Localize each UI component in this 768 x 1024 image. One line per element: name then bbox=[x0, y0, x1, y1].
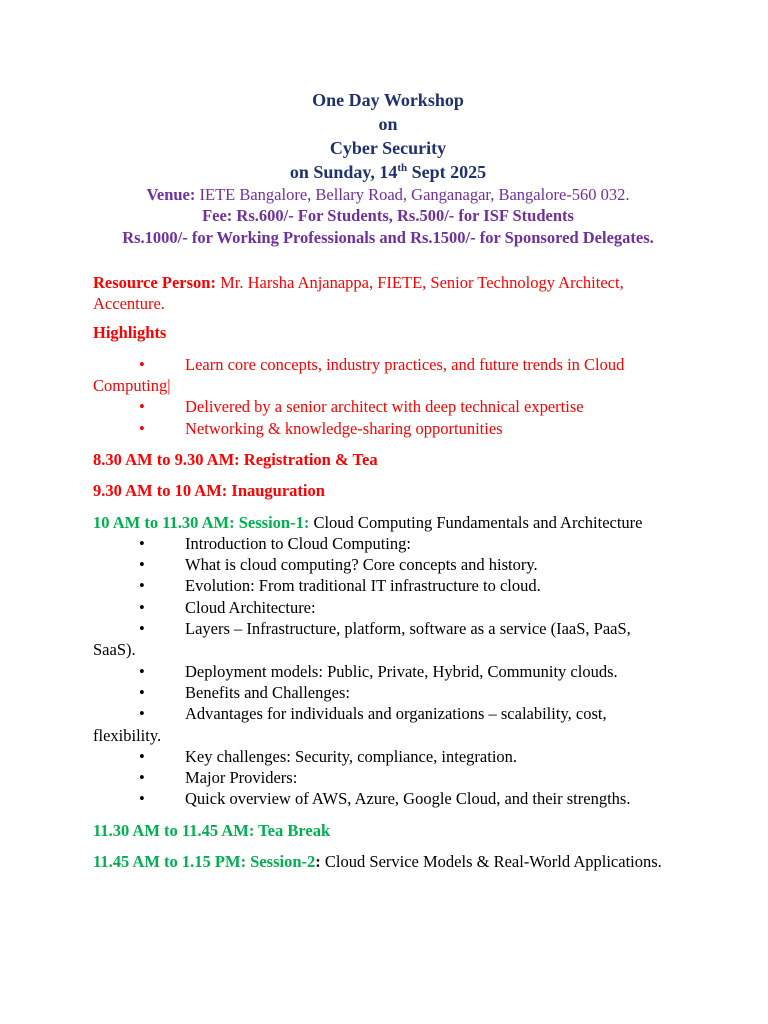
resource-person bbox=[93, 272, 683, 315]
session-1-item: Deployment models: Public, Private, Hybrid, Community clouds. bbox=[185, 661, 618, 681]
bullet-icon: • bbox=[139, 533, 145, 553]
session-1-item: Evolution: From traditional IT infrastructure to cloud. bbox=[185, 576, 541, 596]
list-item bbox=[93, 533, 683, 554]
highlight-item-1-cont: Computing| bbox=[93, 376, 171, 396]
list-item bbox=[93, 682, 683, 703]
session-1-item: Quick overview of AWS, Azure, Google Cloud, and their strengths. bbox=[185, 789, 631, 809]
session-1-item: Major Providers: bbox=[185, 768, 298, 788]
title-line-2: on bbox=[378, 114, 398, 134]
bullet-icon: • bbox=[139, 576, 145, 596]
session-1-item: Key challenges: Security, compliance, integration. bbox=[185, 746, 518, 766]
list-item bbox=[93, 746, 683, 767]
list-item bbox=[93, 597, 683, 618]
bullet-icon: • bbox=[139, 661, 145, 681]
list-item bbox=[93, 661, 683, 682]
session-1-item-cont: flexibility. bbox=[93, 725, 162, 745]
list-item bbox=[93, 767, 683, 788]
event-date bbox=[93, 160, 683, 184]
fee-line-1: Fee: Rs.600/- For Students, Rs.500/- for ISF Students bbox=[202, 206, 574, 226]
bullet-icon: • bbox=[139, 768, 145, 788]
bullet-icon: • bbox=[139, 418, 145, 438]
venue-label: Venue: bbox=[146, 185, 196, 204]
list-item bbox=[93, 618, 683, 639]
session-1-item: Benefits and Challenges: bbox=[185, 682, 350, 702]
bullet-icon: • bbox=[139, 704, 145, 724]
title-line-3: Cyber Security bbox=[329, 138, 447, 158]
list-item bbox=[93, 396, 683, 417]
highlight-item-3: Networking & knowledge-sharing opportunities bbox=[185, 418, 503, 438]
session-2-heading bbox=[93, 851, 683, 872]
list-item bbox=[93, 418, 683, 439]
session-1-label: 10 AM to 11.30 AM: Session-1: bbox=[93, 512, 310, 532]
session-1-heading bbox=[93, 512, 683, 533]
list-item bbox=[93, 554, 683, 575]
highlights-heading: Highlights bbox=[93, 323, 167, 343]
venue-line bbox=[93, 184, 683, 205]
title-line-1: One Day Workshop bbox=[312, 90, 464, 110]
resource-label: Resource Person: bbox=[93, 272, 216, 292]
resource-text: Mr. Harsha Anjanappa, FIETE, Senior Technology Architect, Accenture. bbox=[93, 272, 624, 314]
session-2-label: 11.45 AM to 1.15 PM: Session-2 bbox=[93, 852, 316, 872]
highlights-list bbox=[93, 354, 683, 439]
session-1-item-cont: SaaS). bbox=[93, 640, 136, 660]
list-item bbox=[93, 703, 683, 724]
list-item bbox=[93, 788, 683, 809]
schedule-inauguration: 9.30 AM to 10 AM: Inauguration bbox=[93, 481, 325, 501]
bullet-icon: • bbox=[139, 682, 145, 702]
date-suffix: Sept 2025 bbox=[407, 162, 487, 182]
session-1-item: Cloud Architecture: bbox=[185, 597, 316, 617]
session-1-list bbox=[93, 533, 683, 810]
bullet-icon: • bbox=[139, 597, 145, 617]
venue-text: IETE Bangalore, Bellary Road, Ganganagar, Bangalore-560 032. bbox=[195, 185, 630, 204]
session-1-item: Advantages for individuals and organizations – scalability, cost, bbox=[185, 704, 607, 724]
bullet-icon: • bbox=[139, 354, 145, 374]
workshop-title bbox=[93, 88, 683, 184]
session-1-title: Cloud Computing Fundamentals and Architecture bbox=[309, 512, 643, 532]
bullet-icon: • bbox=[139, 789, 145, 809]
date-superscript: th bbox=[397, 162, 408, 174]
session-1-item: Layers – Infrastructure, platform, software as a service (IaaS, PaaS, bbox=[185, 619, 631, 639]
schedule-tea-break: 11.30 AM to 11.45 AM: Tea Break bbox=[93, 820, 331, 840]
session-2-colon: : bbox=[315, 852, 321, 872]
bullet-icon: • bbox=[139, 555, 145, 575]
session-1-item: What is cloud computing? Core concepts and history. bbox=[185, 555, 538, 575]
list-item bbox=[93, 575, 683, 596]
date-prefix: on Sunday, 14 bbox=[289, 162, 398, 182]
list-item bbox=[93, 354, 683, 375]
session-2-title: Cloud Service Models & Real-World Applications. bbox=[320, 852, 662, 872]
bullet-icon: • bbox=[139, 746, 145, 766]
fee-line-2: Rs.1000/- for Working Professionals and Rs.1500/- for Sponsored Delegates. bbox=[122, 227, 654, 247]
schedule-registration: 8.30 AM to 9.30 AM: Registration & Tea bbox=[93, 449, 378, 469]
highlight-item-1: Learn core concepts, industry practices, and future trends in Cloud bbox=[185, 354, 625, 374]
document-page bbox=[93, 88, 683, 872]
bullet-icon: • bbox=[139, 397, 145, 417]
highlight-item-2: Delivered by a senior architect with deep technical expertise bbox=[185, 397, 584, 417]
session-1-item: Introduction to Cloud Computing: bbox=[185, 533, 411, 553]
bullet-icon: • bbox=[139, 619, 145, 639]
